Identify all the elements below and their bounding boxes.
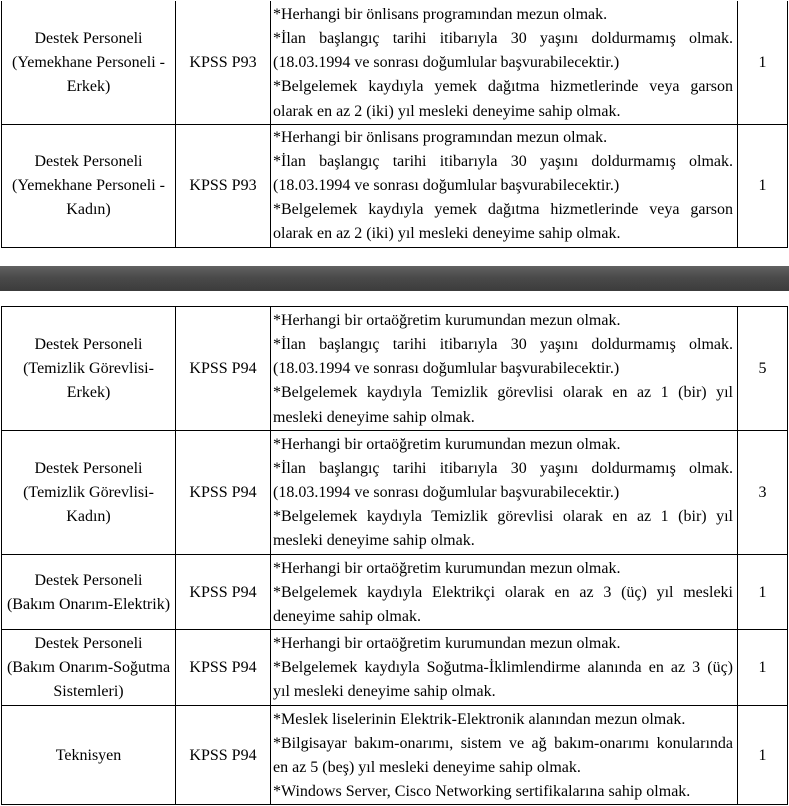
requirement-line: olarak en az 2 (iki) yıl mesleki deneyime sahip olmak. — [273, 225, 621, 243]
requirement-line: *İlan başlangıç tarihi itibarıyla 30 yaşını doldurmamış olmak. — [273, 336, 733, 354]
requirements-cell — [271, 307, 738, 430]
requirement-line: *Herhangi bir ortaöğretim kurumundan mezun olmak. — [273, 435, 621, 453]
position-title-line: Destek Personeli — [34, 30, 143, 48]
kpss-code: KPSS P93 — [189, 54, 257, 72]
kpss-code: KPSS P93 — [189, 177, 257, 195]
requirement-item — [273, 505, 733, 553]
requirement-item — [273, 632, 733, 656]
position-title-line: (Bakım Onarım-Elektrik) — [6, 595, 171, 613]
requirement-line: olarak en az 2 (iki) yıl mesleki deneyime sahip olmak. — [273, 102, 621, 120]
position-title-line: (Temizlik Görevlisi- — [23, 484, 154, 502]
requirement-line: mesleki deneyime sahip olmak. — [273, 532, 475, 550]
position-cell — [2, 125, 176, 247]
requirement-line: *Belgelemek kaydıyla Soğutma-İklimlendirme alanında en az 3 (üç) — [273, 659, 733, 677]
position-title-line: Destek Personeli — [34, 459, 143, 477]
requirement-line: *İlan başlangıç tarihi itibarıyla 30 yaşını doldurmamış olmak. — [273, 30, 733, 48]
requirement-line: *Belgelemek kaydıyla yemek dağıtma hizmetlerinde veya garson — [273, 78, 733, 96]
requirement-line: (18.03.1994 ve sonrası doğumlular başvurabilecektir.) — [273, 54, 620, 72]
quota-cell — [738, 555, 788, 629]
position-title-line: (Temizlik Görevlisi- — [23, 360, 154, 378]
requirement-line: *Herhangi bir ortaöğretim kurumundan mezun olmak. — [273, 635, 621, 653]
quota-cell — [738, 431, 788, 554]
position-title-line: Kadın) — [66, 201, 111, 219]
kpss-code-cell — [176, 1, 271, 124]
position-title-line: Erkek) — [66, 384, 111, 402]
requirement-line: (18.03.1994 ve sonrası doğumlular başvurabilecektir.) — [273, 177, 620, 195]
requirement-item — [273, 656, 733, 704]
requirement-item — [273, 198, 733, 246]
table-row — [2, 630, 788, 705]
kpss-code-cell — [176, 431, 271, 554]
requirement-line: en az 5 (beş) yıl mesleki deneyime sahip olmak. — [273, 758, 581, 776]
requirement-line: *Windows Server, Cisco Networking sertifikalarına sahip olmak. — [273, 782, 691, 800]
kpss-code: KPSS P94 — [189, 659, 257, 677]
position-title-line: Destek Personeli — [34, 571, 143, 589]
requirement-line: *Herhangi bir ortaöğretim kurumundan mezun olmak. — [273, 312, 621, 329]
position-cell — [2, 555, 176, 629]
kpss-code: KPSS P94 — [189, 746, 257, 764]
requirement-line: *İlan başlangıç tarihi itibarıyla 30 yaşını doldurmamış olmak. — [273, 152, 733, 170]
table-row — [2, 307, 788, 431]
requirement-line: *Meslek liselerinin Elektrik-Elektronik alanından mezun olmak. — [273, 710, 686, 728]
position-title-line: (Yemekhane Personeli - — [11, 177, 165, 195]
position-title-line: Destek Personeli — [34, 635, 143, 653]
position-cell — [2, 630, 176, 704]
kpss-code-cell — [176, 555, 271, 629]
kpss-code-cell — [176, 630, 271, 704]
requirement-item — [273, 381, 733, 429]
table-row — [2, 125, 788, 248]
kpss-code-cell — [176, 125, 271, 247]
quota-count: 3 — [758, 484, 767, 502]
position-title-line: Destek Personeli — [34, 336, 143, 354]
position-title-line: (Bakım Onarım-Soğutma — [6, 659, 171, 677]
position-title-line: (Yemekhane Personeli - — [11, 54, 165, 72]
requirement-item — [273, 581, 733, 629]
requirement-line: *Belgelemek kaydıyla Temizlik görevlisi olarak en az 1 (bir) yıl — [273, 384, 733, 402]
table-row — [2, 706, 788, 806]
requirement-line: *Herhangi bir önlisans programından mezun olmak. — [273, 128, 608, 146]
quota-count: 5 — [758, 360, 767, 378]
position-cell — [2, 706, 176, 805]
position-cell — [2, 431, 176, 554]
quota-count: 1 — [758, 583, 767, 601]
kpss-code: KPSS P94 — [189, 360, 257, 378]
table-row — [2, 431, 788, 555]
requirement-line: *Bilgisayar bakım-onarımı, sistem ve ağ bakım-onarımı konularında — [273, 734, 733, 752]
requirement-item — [273, 780, 733, 804]
position-title-line: Erkek) — [66, 78, 111, 96]
kpss-code-cell — [176, 307, 271, 430]
quota-count: 1 — [758, 746, 767, 764]
quota-cell — [738, 630, 788, 704]
requirement-item — [273, 309, 733, 333]
quota-count: 1 — [758, 54, 767, 72]
requirement-item — [273, 27, 733, 75]
position-title-line: Teknisyen — [55, 746, 122, 764]
requirement-line: *Belgelemek kaydıyla yemek dağıtma hizmetlerinde veya garson — [273, 201, 733, 219]
requirement-line: *Herhangi bir ortaöğretim kurumundan mezun olmak. — [273, 559, 621, 577]
requirement-item — [273, 557, 733, 581]
table-row — [2, 555, 788, 630]
kpss-code: KPSS P94 — [189, 583, 257, 601]
requirements-cell — [271, 555, 738, 629]
requirement-line: (18.03.1994 ve sonrası doğumlular başvurabilecektir.) — [273, 360, 620, 378]
requirement-item — [273, 150, 733, 198]
requirement-item — [273, 433, 733, 457]
kpss-code-cell — [176, 706, 271, 805]
position-cell — [2, 307, 176, 430]
requirement-item — [273, 732, 733, 780]
requirement-item — [273, 708, 733, 732]
quota-cell — [738, 1, 788, 124]
job-table-page-bottom — [1, 306, 788, 805]
position-cell — [2, 1, 176, 124]
requirement-line: yıl mesleki deneyime sahip olmak. — [273, 683, 496, 701]
quota-count: 1 — [758, 177, 767, 195]
position-title-line: Kadın) — [66, 508, 111, 526]
requirement-item — [273, 75, 733, 123]
requirements-cell — [271, 706, 738, 805]
requirement-line: mesleki deneyime sahip olmak. — [273, 408, 475, 426]
requirement-item — [273, 3, 733, 27]
kpss-code: KPSS P94 — [189, 484, 257, 502]
job-table-page-top — [1, 1, 788, 248]
requirements-cell — [271, 125, 738, 247]
requirement-item — [273, 457, 733, 505]
quota-cell — [738, 307, 788, 430]
position-title-line: Destek Personeli — [34, 152, 143, 170]
requirement-line: *Belgelemek kaydıyla Elektrikçi olarak en az 3 (üç) yıl mesleki — [273, 583, 733, 601]
table-row — [2, 1, 788, 125]
requirement-line: *Belgelemek kaydıyla Temizlik görevlisi olarak en az 1 (bir) yıl — [273, 508, 733, 526]
requirement-line: *Herhangi bir önlisans programından mezun olmak. — [273, 6, 608, 23]
requirements-cell — [271, 431, 738, 554]
requirements-cell — [271, 1, 738, 124]
position-title-line: Sistemleri) — [53, 683, 124, 701]
page-break-bar — [0, 266, 789, 291]
quota-cell — [738, 706, 788, 805]
requirement-line: *İlan başlangıç tarihi itibarıyla 30 yaşını doldurmamış olmak. — [273, 459, 733, 477]
requirements-cell — [271, 630, 738, 704]
quota-cell — [738, 125, 788, 247]
requirement-line: (18.03.1994 ve sonrası doğumlular başvurabilecektir.) — [273, 484, 620, 502]
requirement-line: deneyime sahip olmak. — [273, 607, 421, 625]
requirement-item — [273, 126, 733, 150]
quota-count: 1 — [758, 659, 767, 677]
requirement-item — [273, 333, 733, 381]
